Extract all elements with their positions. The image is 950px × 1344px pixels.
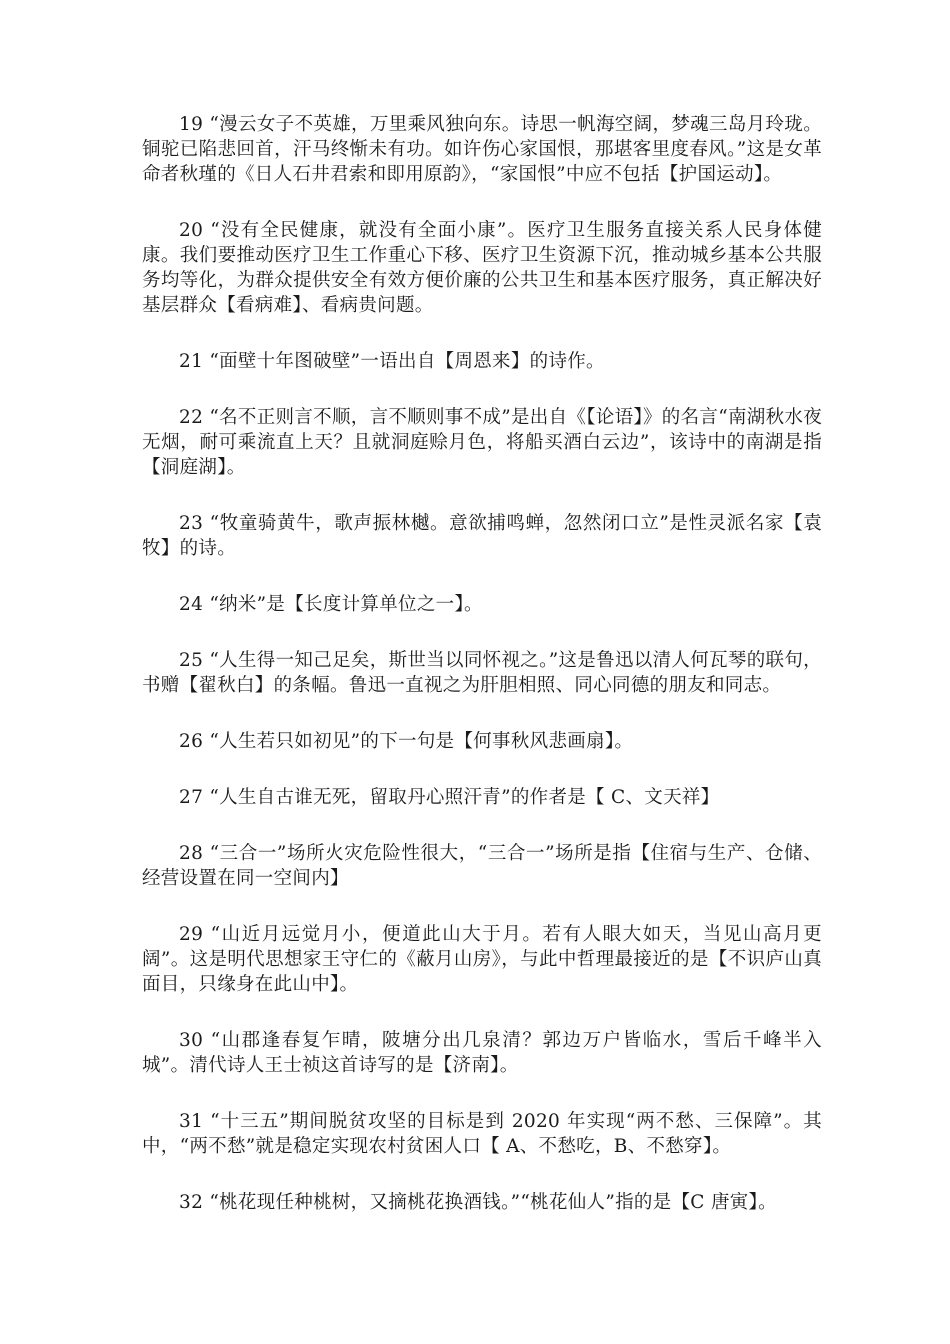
question-24: 24 “纳米”是【长度计算单位之一】。 [179, 594, 483, 615]
document-body [142, 112, 822, 1246]
question-19: 19 “漫云女子不英雄，万里乘风独向东。诗思一帆海空阔，梦魂三岛月玲珑。铜驼已陷悲回首，汗马终惭未有功。如许伤心家国恨，那堪客里度春风。”这是女革命者秋瑾的《日人石井君索和即用原韵》，“家国恨”中应不包括【护国运动】。 [142, 114, 822, 185]
question-27: 27 “人生自古谁无死，留取丹心照汗青”的作者是【 C、文天祥】 [179, 787, 720, 808]
question-29: 29 “山近月远觉月小，便道此山大于月。若有人眼大如天，当见山高月更阔”。这是明代思想家王守仁的《蔽月山房》，与此中哲理最接近的是【不识庐山真面目，只缘身在此山中】。 [142, 924, 822, 995]
question-31: 31 “十三五”期间脱贫攻坚的目标是到 2020 年实现“两不愁、三保障”。其中，“两不愁”就是稳定实现农村贫困人口【 A、不愁吃，B、不愁穿】。 [142, 1111, 822, 1157]
question-28: 28 “三合一”场所火灾危险性很大，“三合一”场所是指【住宿与生产、仓储、经营设置在同一空间内】 [142, 843, 822, 889]
question-25: 25 “人生得一知己足矣，斯世当以同怀视之。”这是鲁迅以清人何瓦琴的联句，书赠【翟秋白】的条幅。鲁迅一直视之为肝胆相照、同心同德的朋友和同志。 [142, 650, 822, 696]
question-22: 22 “名不正则言不顺，言不顺则事不成”是出自《【论语】》的名言“南湖秋水夜无烟，耐可乘流直上天？且就洞庭赊月色，将船买酒白云边”，该诗中的南湖是指【洞庭湖】。 [142, 407, 822, 478]
question-30: 30 “山郡逢春复乍晴，陂塘分出几泉清？郭边万户皆临水，雪后千峰半入城”。清代诗人王士祯这首诗写的是【济南】。 [142, 1030, 822, 1076]
question-26: 26 “人生若只如初见”的下一句是【何事秋风悲画扇】。 [179, 731, 634, 752]
question-21: 21 “面壁十年图破壁”一语出自【周恩来】的诗作。 [179, 351, 605, 372]
question-32: 32 “桃花现任种桃树，又摘桃花换酒钱。”“桃花仙人”指的是【C 唐寅】。 [179, 1192, 777, 1213]
question-23: 23 “牧童骑黄牛，歌声振林樾。意欲捕鸣蝉，忽然闭口立”是性灵派名家【袁牧】的诗。 [142, 513, 822, 559]
question-20: 20 “没有全民健康，就没有全面小康”。医疗卫生服务直接关系人民身体健康。我们要推动医疗卫生工作重心下移、医疗卫生资源下沉，推动城乡基本公共服务均等化，为群众提供安全有效方便价廉的公共卫生和基本医疗服务，真正解决好基层群众【看病难】、看病贵问题。 [142, 220, 822, 316]
